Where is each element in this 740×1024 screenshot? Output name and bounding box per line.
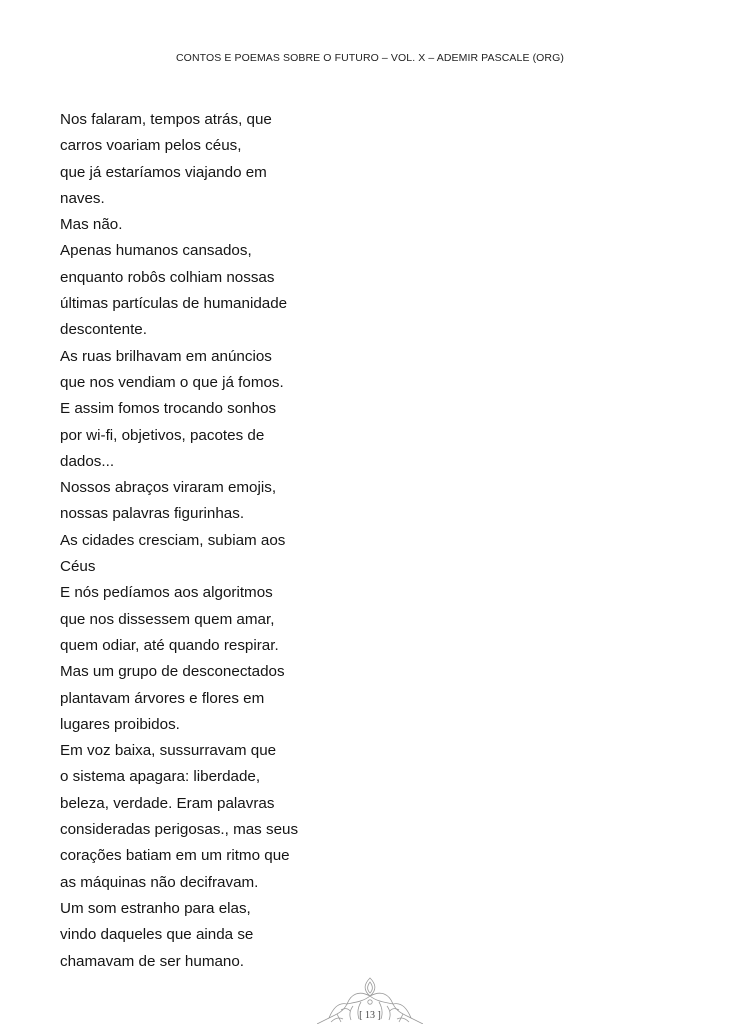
poem-line: Nos falaram, tempos atrás, que (60, 111, 272, 128)
poem-line: quem odiar, até quando respirar. (60, 636, 279, 654)
poem-line: Um som estranho para elas, (60, 899, 251, 917)
poem-line: últimas partículas de humanidade (60, 295, 288, 313)
poem-line: Em voz baixa, sussurravam que (60, 742, 277, 760)
poem-line: As ruas brilhavam em anúncios (60, 347, 272, 365)
poem-line: beleza, verdade. Eram palavras (60, 794, 275, 812)
poem-line: naves. (60, 189, 105, 207)
poem-line: que já estaríamos viajando em (60, 163, 267, 181)
poem-line: por wi-fi, objetivos, pacotes de (60, 426, 265, 444)
poem-line: o sistema apagara: liberdade, (60, 768, 261, 786)
poem-line: E assim fomos trocando sonhos (60, 400, 277, 418)
poem-line: E nós pedíamos aos algoritmos (60, 584, 273, 602)
page-number: [ 13 ] (359, 1010, 381, 1021)
poem-line: consideradas perigosas., mas seus (60, 821, 299, 839)
poem-line: carros voariam pelos céus, (60, 137, 242, 155)
poem-line: Mas não. (60, 216, 123, 234)
running-header-title: CONTOS E POEMAS SOBRE O FUTURO – VOL. X – ADEMIR PASCALE (ORG) (176, 52, 564, 64)
poem-line: vindo daqueles que ainda se (60, 926, 254, 944)
poem-line: dados... (60, 452, 115, 470)
poem-line: descontente. (60, 321, 147, 339)
poem-body (60, 107, 400, 975)
poem-line: Apenas humanos cansados, (60, 242, 252, 260)
poem-line: as máquinas não decifravam. (60, 873, 259, 891)
poem-line: plantavam árvores e flores em (60, 689, 265, 707)
poem-line: que nos vendiam o que já fomos. (60, 373, 284, 391)
poem-line: As cidades cresciam, subiam aos (60, 531, 286, 549)
poem-line: Céus (60, 558, 96, 576)
poem-line: Mas um grupo de desconectados (60, 663, 285, 681)
poem-line: nossas palavras figurinhas. (60, 505, 245, 523)
running-header (0, 52, 740, 64)
poem-line: lugares proibidos. (60, 715, 180, 733)
poem-line: enquanto robôs colhiam nossas (60, 268, 275, 286)
poem-line: corações batiam em um ritmo que (60, 847, 290, 865)
poem-line: Nossos abraços viraram emojis, (60, 479, 277, 497)
poem-line: que nos dissessem quem amar, (60, 610, 275, 628)
poem-line: chamavam de ser humano. (60, 952, 245, 970)
